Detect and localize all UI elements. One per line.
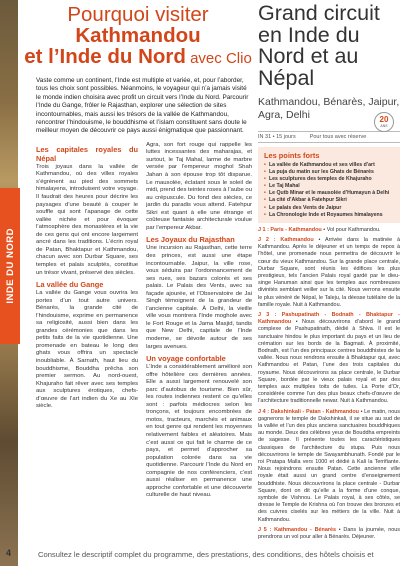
circuit-subtitle: Kathmandou, Bénarès, Jaipur, Agra, Delhi	[258, 96, 400, 121]
itinerary-day	[258, 227, 400, 234]
day-label: J 1 : Paris - Kathmandou	[258, 226, 322, 233]
day-label: J 4 : Dakshinkali - Patan - Kathmandou	[258, 408, 360, 415]
highlights-title: Les points forts	[264, 151, 320, 160]
paragraph: L’Inde a considérablement amélioré son offre hôtelière ces dernières années. Elle a aussi largement renouvelé son parc d’autobus de tourisme. Bien sûr, les routes indiennes restent ce qu’elles sont : parfois médiocres selon les tronçons, et toujours encombrées de motos, tracteurs, marchés et animaux en tout genre qui rendent les moyennes relativement faibles et aléatoires. Mais c’est aussi ce qui fait le charme de ce pays, et permet d’approcher sa population colorée dans sa vie quotidienne. Parcourir l’Inde du Nord en compagnie de nos conférenciers, c’est aussi réaliser en permanence une approche confortable et une découverte culturelle de haut niveau.	[146, 364, 252, 499]
paragraph: Trois joyaux dans la vallée de Kathmandou, où des villes royales s’égrènent au pied des sommets himalayens, introduisent votre voyage. Il faudrait des heures pour décrire les paysages d’une beauté à couper le souffle qui sont l’apanage de cette vallée nichée et pour évoquer l’atmosphère des monastères et la vie de ces gens qui ont encore largement ancré dans les traditions. L’écrin royal de Patan, Bhaktapur et Kathmandou, chacun avec son Durbar Square, ses temples et palais sculptés, constitue un trésor vivant, préservé des siècles.	[36, 163, 139, 276]
article-intro: Vaste comme un continent, l’Inde est multiple et variée, et, pour l’aborder, tous les choix sont possibles. Néanmoins, le voyageur qui n’a jamais visité le monde indien choisira avec profit un circuit vers l’Inde du Nord. Parcourir l’Inde du Gange, frôler le Rajasthan, explorer une sélection de sites incontournables, mais aussi les trésors de la vallée de Kathmandou, rencontrer l’hindouisme, le bouddhisme et l’islam constituent sans doute le meilleur moyen de découvrir ce pays aussi énigmatique que passionnant.	[36, 77, 249, 135]
paragraph: Une incursion au Rajasthan, cette terre des princes, est aussi une étape incontournable. Jaipur, la ville rose, vous séduira par l’ordonnancement de ses rues, ses bazars colorés et ses palais. Le Palais des Vents, avec sa façade ajourée, et l’Observatoire de Jai Singh témoignent de la grandeur de l’ancienne capitale. À Delhi, la vieille ville vous montrera l’Inde moghole avec le Fort Rouge et la Jama Masjid, tandis que New Delhi, capitale de l’Inde moderne, se dévoile autour de ses larges avenues.	[146, 245, 252, 350]
circuit-audience: Pour tous avec réserve	[309, 134, 367, 140]
highlight-item: • La puja du matin sur les Ghats de Bénarès	[264, 169, 396, 176]
title-part-light: Pourquoi visiter	[67, 4, 209, 26]
itinerary	[258, 227, 400, 542]
itinerary-day	[258, 312, 400, 406]
badge-text: ANS	[380, 124, 388, 128]
highlights-list	[264, 162, 396, 219]
day-text: • Le matin, nous gagnerons le temple de Dakshinkali, il se situe au sud de la vallée et l’un des plus anciens sanctuaires bouddhiques au monde. Deux des célèbres yeux de Bouddha empreints de sagesse. Il présente toutes les caractéristiques classiques de l’architecture du stupa. Puis nous découvrirons le temple de Swayambhunath. Fondé par le roi Pratapa Malla vers 1000 et dédié à Kali la Terrifiante. Nous rejoindrons ensuite Patan. Cette ancienne ville royale était aussi un grand centre d’enseignement bouddhiste. Nous découvrirons la place centrale - Durbar Square, dont on dit qu’elle a la forme d’une conque, symbole de Vishnou. Le Palais royal, à ses côtés, se dresse le Temple de Krishna où l’on trouve des bronzes et des cuivres ciselés sur les métiers de la ville. Nuit à Kathmandou.	[258, 408, 400, 523]
badge-number: 20	[379, 115, 389, 124]
highlight-item: • Le palais des Vents de Jaipur	[264, 205, 396, 212]
article-columns	[24, 142, 252, 502]
itinerary-day	[258, 527, 400, 541]
day-label: J 2 : Kathmandou	[258, 236, 314, 243]
highlight-item: • Le Taj Mahal	[264, 183, 396, 190]
circuit-title: Grand circuit en Inde du Nord et au Népal	[258, 1, 380, 90]
footer-note: Consultez le descriptif complet du programme, des prestations, des conditions, des hôtels choisis et	[38, 550, 374, 559]
anniversary-badge	[374, 112, 394, 132]
article-column-1	[24, 142, 138, 502]
section-heading: Les Joyaux du Rajasthan	[146, 235, 235, 245]
side-tab-label: INDE DU NORD	[4, 228, 16, 304]
highlight-item: • La cité d’Akbar à Fatehpur Sikri	[264, 197, 396, 204]
day-text: • Vol pour Kathmandou.	[321, 226, 381, 233]
article-column-2	[146, 142, 252, 502]
circuit-info-bar	[258, 131, 400, 143]
section-heading: La vallée du Gange	[36, 280, 104, 290]
side-tab	[0, 188, 20, 344]
title-part-bold-2: et l’Inde du Nord	[24, 45, 186, 68]
circuit-code: IN 31 • 15 jours	[258, 134, 296, 140]
highlight-item: • Le Qutb Minar et le mausolée d’Humayun à Delhi	[264, 190, 396, 197]
highlights-box	[258, 147, 400, 223]
itinerary-day	[258, 237, 400, 309]
paragraph: La vallée du Gange vous ouvrira les portes d’un tout autre univers. Bénarès, la grande cité de l’hindouisme, exprime en permanence sa religiosité, aussi bien dans les grandes cérémonies que dans les petits faits de la vie quotidienne. Une promenade en bateau le long des ghats vous offrira un spectacle inoubliable. À Sarnath, haut lieu du bouddhisme, Bouddha prêcha son premier sermon. Au nord-ouest, Khajuraho fait rêver avec ses temples aux sculptures érotiques, chefs-d’œuvre de l’art indien du Xe au XIe siècle.	[36, 290, 139, 410]
day-label: J 3 : Pashupatinath - Bodnath - Bhaktapur - Kathmandou	[258, 311, 400, 326]
highlight-item: • La vallée de Kathmandou et ses villes d’art	[264, 162, 396, 169]
article-title	[24, 4, 252, 69]
day-label: J 5 : Kathmandou - Bénarès	[258, 526, 337, 533]
paragraph: Agra, son fort rouge qui rappelle les luttes incessantes des maharajas, et surtout, le Taj Mahal, larme de marbre versée par l’empereur moghol Shah Jahan à son épouse trop tôt disparue. Le mausolée, éclatant sous le soleil de midi, prend des teintes roses à l’aube ou au crépuscule. Du fond des siècles, ce jardin du paradis vous attend. Fatehpur Sikri est quant à elle une étrange et coûteuse fantaisie architecturale voulue par l’empereur Akbar.	[146, 141, 252, 231]
highlight-item: • Les sculptures des temples de Khajuraho	[264, 176, 396, 183]
section-heading: Un voyage confortable	[146, 354, 226, 364]
title-part-small: avec Clio	[185, 50, 252, 67]
day-text: • Arrivée dans la matinée à Kathmandou. Après le déjeuner et un temps de repos à l’hôtel, une promenade nous permettra de découvrir le cœur du vieux Kathmandou. Sur la grande place centrale, Durbar Square, sont réunis les édifices les plus prestigieux, tels l’ancien Palais royal gardé par le dieu-singe Hanuman ainsi que les temples aux nombreuses divinités semblant veiller sur la cité. Nous verrons ensuite le plus vénéré de Népal, le Taleju, la déesse tutélaire de la famille royale. Nuit à Kathmandou.	[258, 236, 400, 308]
section-heading: Les capitales royales du Népal	[36, 144, 139, 163]
day-text: • Dans la journée, nous prendrons un vol pour aller à Bénarès. Déjeuner.	[258, 526, 400, 541]
highlight-item: • La Chronologie Inde et Royaumes himalayens	[264, 212, 396, 219]
day-text: • Nous découvrirons d’abord le grand complexe de Pashupatinath, dédié à Shiva. Il est le sanctuaire hindou le plus important du pays et un lieu de crémation sur les bords de la Bagmati. À proximité, Bodnath, est l’un des principaux centres bouddhistes de la vallée. Nous nous rendrons ensuite à Bhaktapur qui, avec Kathmandou et Patan, l’une des trois capitales du royaume. Nous découvrirons sa place centrale, le Durbar Square, bordée par le vieux palais royal et par des temples aux multiples toits de tuiles. La Porte d’Or, considérée comme l’un des plus beaux chefs-d’œuvre de l’architecture traditionnelle newar. Nuit à Kathmandou.	[258, 319, 400, 405]
title-part-bold: Kathmandou	[75, 24, 201, 47]
article	[24, 4, 252, 544]
page-number: 4	[6, 548, 12, 558]
circuit-panel	[258, 0, 400, 548]
itinerary-day	[258, 409, 400, 524]
